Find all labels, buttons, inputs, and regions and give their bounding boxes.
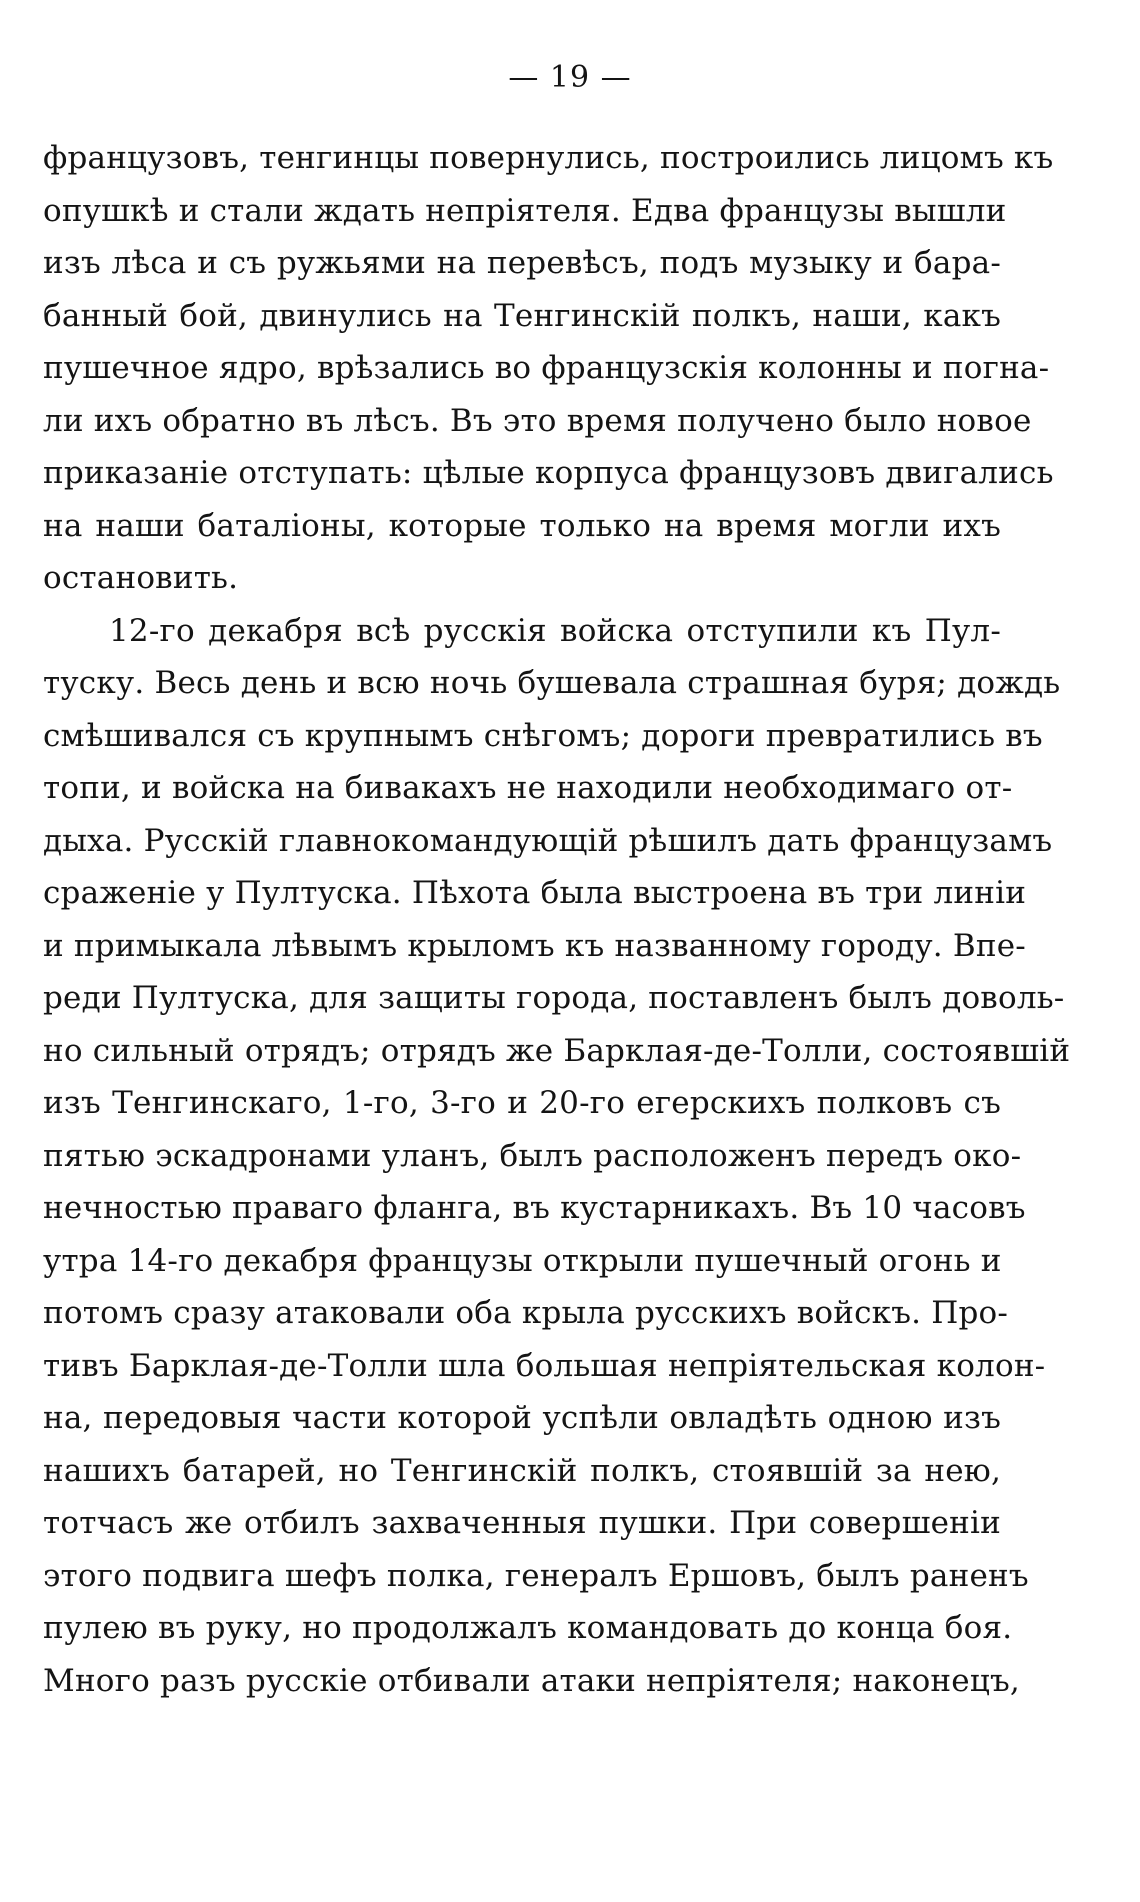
text-line: дыха. Русскій главнокомандующій рѣшилъ дать французамъ bbox=[43, 822, 1053, 859]
text-line: ли ихъ обратно въ лѣсъ. Въ это время получено было новое bbox=[43, 402, 1032, 439]
text-line: сраженіе у Пултуска. Пѣхота была выстроена въ три линіи bbox=[43, 875, 1027, 911]
text-line: но сильный отрядъ; отрядъ же Барклая-де-Толли, состоявшій bbox=[43, 1032, 1071, 1069]
text-line: смѣшивался съ крупнымъ снѣгомъ; дороги превратились въ bbox=[43, 717, 1043, 754]
text-line: остановить. bbox=[43, 560, 239, 596]
text-line: нечностью праваго фланга, въ кустарникахъ. Въ 10 часовъ bbox=[43, 1190, 1026, 1226]
text-line: этого подвига шефъ полка, генералъ Ершовъ, былъ раненъ bbox=[43, 1557, 1029, 1594]
page-number: — 19 — bbox=[508, 60, 632, 95]
text-line: изъ лѣса и съ ружьями на перевѣсъ, подъ музыку и бара- bbox=[43, 245, 1001, 281]
text-line: пулею въ руку, но продолжалъ командовать до конца боя. bbox=[43, 1610, 1013, 1646]
text-line: тивъ Барклая-де-Толли шла большая непріятельская колон- bbox=[43, 1347, 1046, 1384]
text-line: потомъ сразу атаковали оба крыла русскихъ войскъ. Про- bbox=[43, 1295, 1009, 1331]
paragraph-start-line: 12-го декабря всѣ русскія войска отступили къ Пул- bbox=[109, 612, 1001, 649]
text-line: опушкѣ и стали ждать непріятеля. Едва французы вышли bbox=[43, 192, 1007, 229]
text-line: пушечное ядро, врѣзались во французскія колонны и погна- bbox=[43, 350, 1050, 386]
text-line: изъ Тенгинскаго, 1-го, 3-го и 20-го егерскихъ полковъ съ bbox=[43, 1085, 1001, 1121]
text-line: и примыкала лѣвымъ крыломъ къ названному городу. Впе- bbox=[43, 927, 1026, 964]
text-line: приказаніе отступать: цѣлые корпуса французовъ двигались bbox=[43, 455, 1054, 491]
text-line: реди Пултуска, для защиты города, поставленъ былъ доволь- bbox=[43, 980, 1065, 1016]
text-line: Много разъ русскіе отбивали атаки непріятеля; наконецъ, bbox=[43, 1662, 1020, 1699]
text-line: на наши баталіоны, которые только на время могли ихъ bbox=[43, 507, 1001, 544]
text-line: французовъ, тенгинцы повернулись, построились лицомъ къ bbox=[43, 140, 1054, 176]
text-line: топи, и войска на бивакахъ не находили необходимаго от- bbox=[43, 770, 1013, 806]
body-text bbox=[43, 132, 1071, 1707]
text-line: пятью эскадронами уланъ, былъ расположенъ передъ око- bbox=[43, 1137, 1022, 1174]
text-line: банный бой, двинулись на Тенгинскій полкъ, наши, какъ bbox=[43, 297, 1001, 334]
text-line: нашихъ батарей, но Тенгинскій полкъ, стоявшій за нею, bbox=[43, 1452, 1001, 1489]
text-line: тотчасъ же отбилъ захваченныя пушки. При совершеніи bbox=[43, 1505, 1001, 1541]
text-line: на, передовыя части которой успѣли овладѣть одною изъ bbox=[43, 1400, 1001, 1436]
text-line: утра 14-го декабря французы открыли пушечный огонь и bbox=[43, 1242, 1002, 1279]
text-line: туску. Весь день и всю ночь бушевала страшная буря; дождь bbox=[43, 665, 1061, 701]
